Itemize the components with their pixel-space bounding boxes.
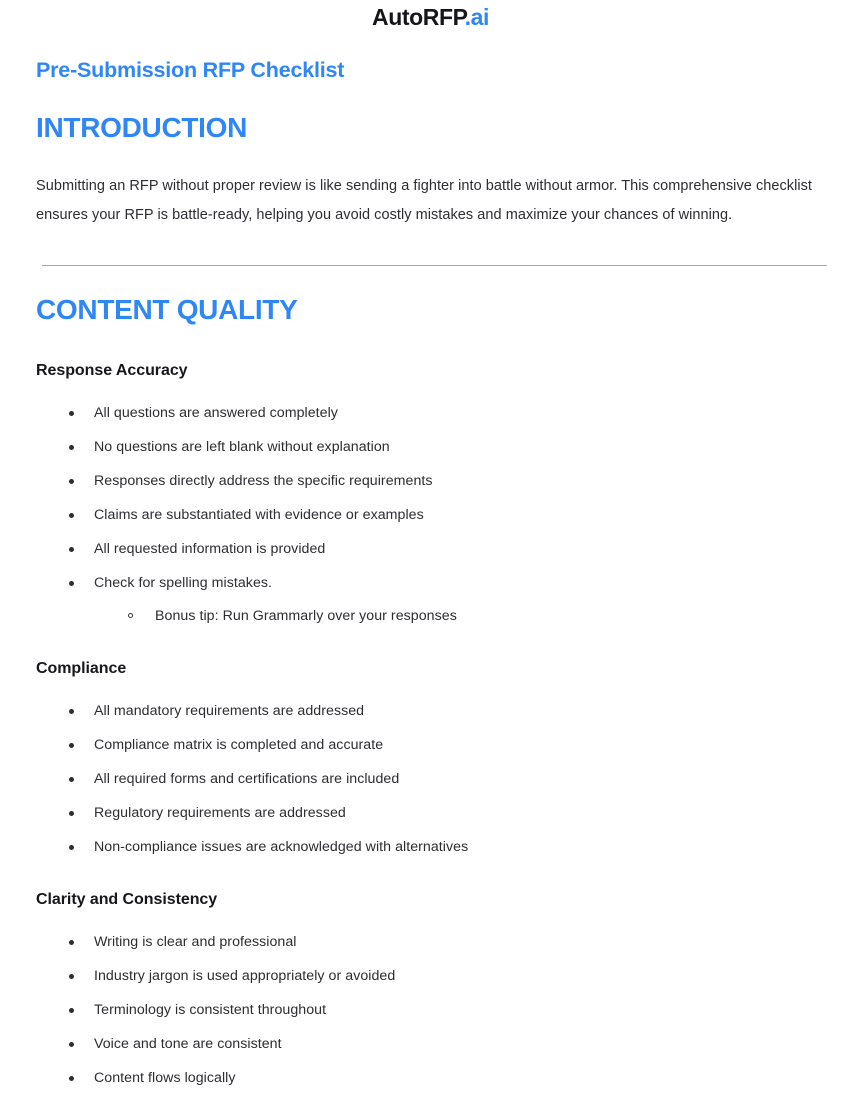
bullet-dot-icon (69, 743, 74, 748)
list-item-label: No questions are left blank without explanation (94, 439, 390, 455)
list-item[interactable] (36, 574, 843, 626)
list-item[interactable] (36, 702, 843, 721)
bullet-dot-icon (69, 1076, 74, 1081)
brand-tld-text: .ai (464, 4, 489, 30)
group-response-accuracy (36, 360, 843, 626)
bullet-dot-icon (69, 811, 74, 816)
section-divider (42, 265, 827, 266)
list-item-label: Responses directly address the specific requirements (94, 473, 433, 489)
list-item-label: All requested information is provided (94, 541, 326, 557)
sub-list-item[interactable] (94, 607, 843, 626)
section-introduction (36, 110, 843, 266)
list-item[interactable] (36, 472, 843, 491)
bullet-dot-icon (69, 1008, 74, 1013)
list-item[interactable] (36, 438, 843, 457)
bullet-dot-icon (69, 513, 74, 518)
list-item-label: Compliance matrix is completed and accurate (94, 737, 384, 753)
bullet-dot-icon (69, 411, 74, 416)
bullet-dot-icon (69, 709, 74, 714)
list-item[interactable] (36, 804, 843, 823)
bullet-dot-icon (69, 845, 74, 850)
page-title: Pre-Submission RFP Checklist (36, 58, 345, 82)
list-item-label: Voice and tone are consistent (94, 1036, 282, 1052)
sub-checklist-bonus-tip (94, 607, 843, 626)
list-item-label: Content flows logically (94, 1070, 236, 1086)
list-item-label: Terminology is consistent throughout (94, 1002, 327, 1018)
list-item-label: Industry jargon is used appropriately or avoided (94, 968, 396, 984)
list-item-label: All questions are answered completely (94, 405, 338, 421)
checklist-clarity-and-consistency (36, 933, 843, 1088)
bullet-dot-icon (69, 777, 74, 782)
bullet-dot-icon (69, 974, 74, 979)
section-content-quality (36, 292, 843, 1088)
list-item[interactable] (36, 506, 843, 525)
list-item[interactable] (36, 967, 843, 986)
bullet-dot-icon (69, 445, 74, 450)
bullet-dot-icon (69, 547, 74, 552)
sub-heading-clarity-and-consistency: Clarity and Consistency (36, 891, 218, 908)
bullet-dot-icon (69, 479, 74, 484)
bullet-dot-icon (69, 940, 74, 945)
list-item[interactable] (36, 736, 843, 755)
list-item[interactable] (36, 838, 843, 857)
group-clarity-and-consistency (36, 889, 843, 1088)
section-heading-content-quality: CONTENT QUALITY (36, 294, 298, 325)
introduction-paragraph: Submitting an RFP without proper review is like sending a fighter into battle without armor. This comprehensive checklist ensures your RFP is battle-ready, helping you avoid costly mistakes and maximize your chances of winning. (36, 178, 812, 223)
list-item-label: All mandatory requirements are addressed (94, 703, 365, 719)
list-item-label: Non-compliance issues are acknowledged with alternatives (94, 839, 469, 855)
list-item-label: Writing is clear and professional (94, 934, 297, 950)
list-item-label: All required forms and certifications are included (94, 771, 400, 787)
list-item[interactable] (36, 404, 843, 423)
checklist-compliance (36, 702, 843, 857)
checklist-response-accuracy (36, 404, 843, 626)
sub-heading-response-accuracy: Response Accuracy (36, 362, 188, 379)
section-heading-introduction: INTRODUCTION (36, 112, 248, 143)
sub-heading-compliance: Compliance (36, 660, 127, 677)
list-item[interactable] (36, 933, 843, 952)
bullet-dot-icon (69, 581, 74, 586)
brand-header (0, 0, 861, 34)
list-item-label: Regulatory requirements are addressed (94, 805, 346, 821)
list-item[interactable] (36, 1069, 843, 1088)
sub-list-item-label: Bonus tip: Run Grammarly over your responses (155, 608, 457, 624)
list-item[interactable] (36, 770, 843, 789)
brand-name-text: AutoRFP (372, 4, 465, 30)
list-item-label: Claims are substantiated with evidence or examples (94, 507, 424, 523)
divider-wrapper (36, 230, 843, 266)
document-body (0, 56, 861, 1088)
autorfp-logo (372, 1, 489, 33)
group-compliance (36, 658, 843, 857)
list-item[interactable] (36, 540, 843, 559)
bullet-ring-icon (128, 613, 133, 618)
list-item-label: Check for spelling mistakes. (94, 575, 273, 591)
bullet-dot-icon (69, 1042, 74, 1047)
list-item[interactable] (36, 1035, 843, 1054)
list-item[interactable] (36, 1001, 843, 1020)
